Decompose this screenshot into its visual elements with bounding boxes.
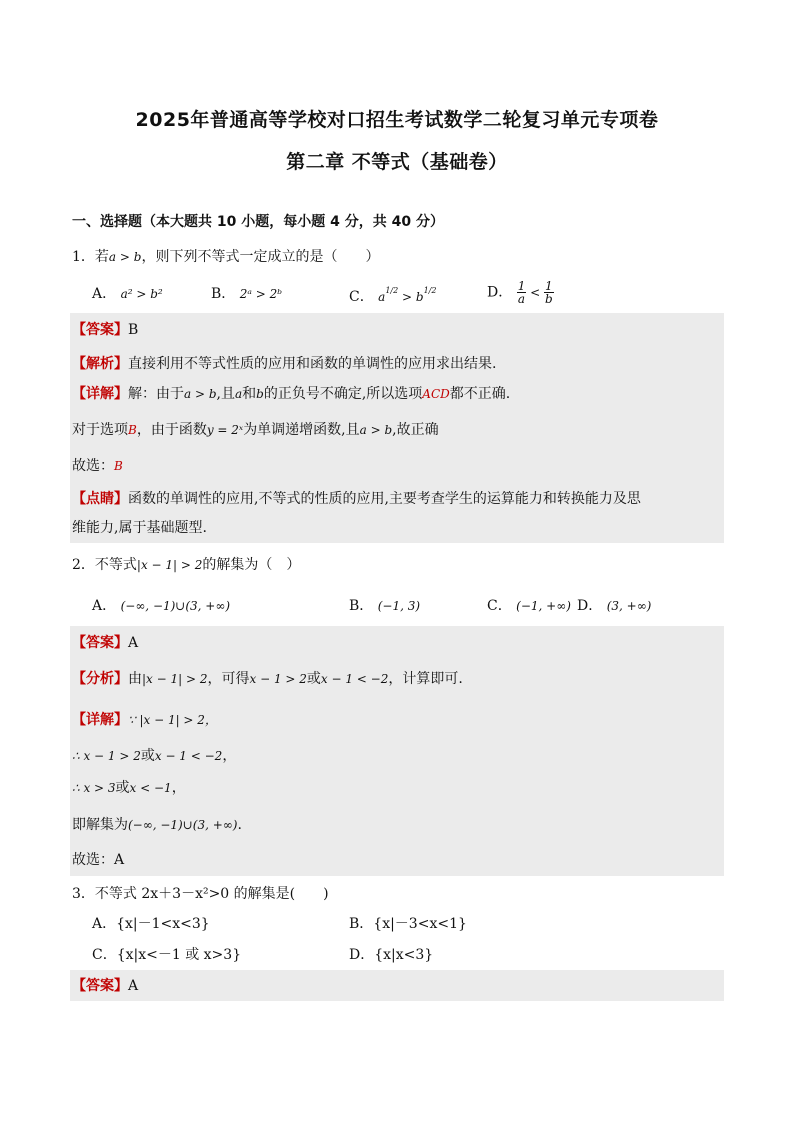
q1-option-d: D． $\frac{1}{a}$ < $\frac{1}{b}$ xyxy=(487,279,553,306)
q3-option-a: A．{x|－1<x<3} xyxy=(92,916,210,932)
q2-option-b: B． (−1, 3) xyxy=(349,598,421,614)
q1-option-a: A． a² > b² xyxy=(92,286,163,302)
q3-answer: 【答案】A xyxy=(72,978,139,994)
q2-option-c: C． (−1, +∞) xyxy=(487,598,571,614)
q2-answer: 【答案】A xyxy=(72,635,139,651)
section-heading: 一、选择题（本大题共 10 小题，每小题 4 分，共 40 分） xyxy=(72,214,444,230)
q1-detail-line-1: 【详解】解：由于a > b,且a和b的正负号不确定,所以选项ACD都不正确. xyxy=(72,386,511,402)
q2-option-a: A． (−∞, −1)∪(3, +∞) xyxy=(92,598,231,614)
q2-analysis: 【分析】由|x − 1| > 2，可得x − 1 > 2或x − 1 < −2，计算即可. xyxy=(72,671,463,687)
document-title: 2025年普通高等学校对口招生考试数学二轮复习单元专项卷 xyxy=(135,109,659,131)
q3-option-d: D．{x|x<3} xyxy=(349,947,434,963)
q3-option-b: B．{x|－3<x<1} xyxy=(349,916,467,932)
document-subtitle: 第二章 不等式（基础卷） xyxy=(286,151,508,173)
q1-comment-line-2: 维能力,属于基础题型. xyxy=(72,520,207,536)
q1-option-c: C． $a^{1/2} > b^{1/2}$ xyxy=(349,286,437,305)
q2-choose: 故选：A xyxy=(72,852,125,868)
q1-answer: 【答案】B xyxy=(72,322,139,338)
q1-stem: 1．若a > b，则下列不等式一定成立的是（ ） xyxy=(72,249,380,265)
q1-detail-line-2: 对于选项B，由于函数y = 2ˣ为单调递增函数,且a > b,故正确 xyxy=(72,422,439,438)
q2-stem: 2．不等式|x − 1| > 2的解集为（ ） xyxy=(72,557,301,573)
q2-detail-line-3: ∴ x > 3或x < −1， xyxy=(72,780,186,796)
q1-comment-line-1: 【点睛】函数的单调性的应用,不等式的性质的应用,主要考查学生的运算能力和转换能力及思 xyxy=(72,491,641,507)
q3-stem: 3．不等式 2x＋3－x²>0 的解集是( ) xyxy=(72,886,329,902)
q1-option-b: B． 2ᵃ > 2ᵇ xyxy=(211,286,283,302)
q2-detail-line-2: ∴ x − 1 > 2或x − 1 < −2， xyxy=(72,748,237,764)
q2-option-d: D． (3, +∞) xyxy=(577,598,652,614)
q1-choose: 故选：B xyxy=(72,458,123,474)
q2-detail-line-4: 即解集为(−∞, −1)∪(3, +∞). xyxy=(72,817,242,833)
q3-solution-box xyxy=(70,970,724,1001)
q1-analysis: 【解析】直接利用不等式性质的应用和函数的单调性的应用求出结果. xyxy=(72,356,497,372)
q2-detail-line-1: 【详解】∵ |x − 1| > 2， xyxy=(72,712,217,728)
q3-option-c: C．{x|x<－1 或 x>3} xyxy=(92,947,242,963)
